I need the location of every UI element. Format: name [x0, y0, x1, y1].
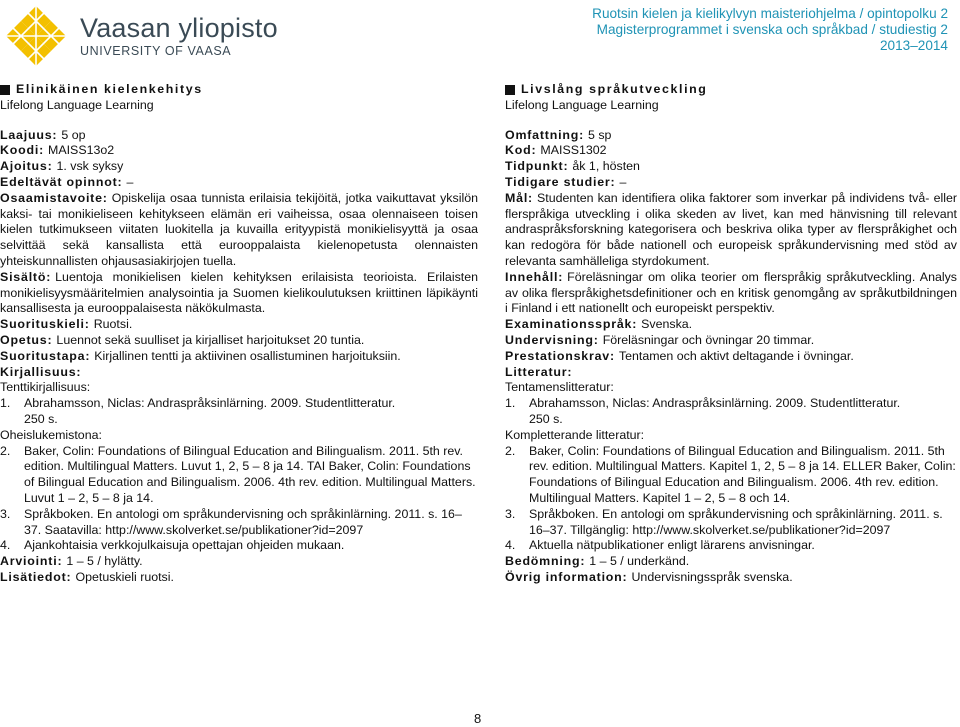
university-name	[80, 14, 278, 58]
completion-row: Suoritustapa: Kirjallinen tentti ja aktiivinen osallistuminen harjoituksiin.	[0, 348, 401, 363]
page-header	[0, 0, 960, 70]
prerequisites-row: Tidigare studier: –	[505, 174, 627, 189]
section-subtitle: Lifelong Language Learning	[0, 97, 154, 112]
literature-item: 3. Språkboken. En antologi om språkundervisning och språkinlärning. 2011. s. 16–37. Tillgänglig: http://www.skolverket.se/publikationer?id=2097	[505, 506, 943, 537]
learning-outcomes: Mål: Studenten kan identifiera olika faktorer som inverkar på individens två- eller flerspråkiga utveckling i olika skeden av livet, kan med hänvisning till relevant andraspråksforskning kategorisera och beskriva olika typer av flerspråkighet och kan redogöra för både nationell och europeisk språkundervisning med stöd av relevanta samhälleliga styrdokument.	[505, 190, 957, 268]
exam-literature-label: Tenttikirjallisuus:	[0, 380, 91, 395]
language-row: Examinationsspråk: Svenska.	[505, 317, 693, 332]
prerequisites-row: Edeltävät opinnot: –	[0, 174, 134, 189]
literature-item: 4. Ajankohtaisia verkkojulkaisuja opettajan ohjeiden mukaan.	[0, 538, 345, 553]
additional-info-row: Övrig information: Undervisningsspråk svenska.	[505, 569, 793, 584]
academic-years: 2013–2014	[879, 38, 948, 53]
learning-outcomes: Osaamistavoite: Opiskelija osaa tunnista erilaisia tekijöitä, jotka vaikuttavat yksilön kaksi- tai monikieliseen kehitykseen elämän eri vaiheissa, osaa olennaiseen toisen kielen tutkimukseen viitaten luokitella ja kuvailla erityypistä monikielisyyttä ja osaa selvittää sekä kansallista että eurooppalaista kielenopetusta olennaisten yhteiskunnallisten ohjausasiakirjojen tuella.	[0, 190, 478, 268]
supplementary-label: Kompletterande litteratur:	[505, 427, 645, 442]
additional-info-row: Lisätiedot: Opetuskieli ruotsi.	[0, 569, 174, 584]
section-title-sv: Livslång språkutveckling	[505, 82, 957, 98]
credits-row: Omfattning: 5 sp	[505, 127, 612, 142]
literature-item: 1. Abrahamsson, Niclas: Andraspråksinlärning. 2009. Studentlitteratur. 250 s.	[505, 396, 901, 426]
section-subtitle: Lifelong Language Learning	[505, 97, 659, 112]
contents: Sisältö: Luentoja monikielisen kielen kehityksen erilaisista teorioista. Erilaisten monikielisyysmääritelmien analysointia ja Suomen kielikoulutuksen kriittinen läpikäynti kansallisesta ja eurooppalaisesta näkökulmasta.	[0, 269, 478, 316]
code-row: Kod: MAISS1302	[505, 143, 607, 158]
page-number: 8	[474, 711, 482, 726]
contents: Innehåll: Föreläsningar om olika teorier om flerspråkig språkutveckling. Analys av olika flerspråkighetsdefinitioner och en kritisk genomgång av språkutbildningen i Finland i ett nationellt och europeiskt perspektiv.	[505, 269, 957, 316]
exam-literature-label: Tentamenslitteratur:	[505, 380, 614, 395]
literature-item: 2. Baker, Colin: Foundations of Bilingual Education and Bilingualism. 2011. 5th rev. edition. Multilingual Matters. Luvut 1, 2, 5 – 8 ja 14. TAI Baker, Colin: Foundations of Bilingual Education and Bilingualism. 2006. 4th rev. edition. Multilingual Matters. Luvut 1 – 2, 5 – 8 ja 14.	[0, 443, 476, 505]
diamond-logo-icon	[4, 4, 68, 68]
university-name-fi: Vaasan yliopisto	[80, 13, 278, 43]
code-row: Koodi: MAISS13o2	[0, 143, 115, 158]
literature-heading: Litteratur:	[505, 364, 573, 379]
literature-item: 2. Baker, Colin: Foundations of Bilingual Education and Bilingualism. 2011. 5th rev. edition. Multilingual Matters. Kapitel 1, 2, 5 – 8 ja 14. ELLER Baker, Colin: Foundations of Bilingual Education and Bilingualism. 2006. 4th rev. edition. Multilingual Matters. Kapitel 1 – 2, 5 – 8 och 14.	[505, 443, 956, 505]
completion-row: Prestationskrav: Tentamen och aktivt deltagande i övningar.	[505, 348, 854, 363]
bullet-square-icon	[505, 85, 515, 95]
literature-item: 3. Språkboken. En antologi om språkundervisning och språkinlärning. 2011. s. 16–37. Saatavilla: http://www.skolverket.se/publikationer?id=2097	[0, 506, 462, 537]
credits-row: Laajuus: 5 op	[0, 127, 86, 142]
literature-heading: Kirjallisuus:	[0, 364, 82, 379]
left-column	[0, 82, 478, 586]
university-name-en: UNIVERSITY OF VAASA	[80, 44, 232, 58]
supplementary-label: Oheislukemistona:	[0, 427, 102, 442]
section-title-fi: Elinikäinen kielenkehitys	[0, 82, 478, 98]
teaching-row: Undervisning: Föreläsningar och övningar 20 timmar.	[505, 332, 815, 347]
bullet-square-icon	[0, 85, 10, 95]
program-title-sv: Magisterprogrammet i svenska och språkbad / studiestig 2	[596, 22, 948, 37]
assessment-row: Arviointi: 1 – 5 / hylätty.	[0, 554, 143, 569]
assessment-row: Bedömning: 1 – 5 / underkänd.	[505, 554, 690, 569]
literature-item: 4. Aktuella nätpublikationer enligt lärarens anvisningar.	[505, 538, 815, 553]
literature-item: 1. Abrahamsson, Niclas: Andraspråksinlärning. 2009. Studentlitteratur. 250 s.	[0, 396, 396, 426]
timing-row: Ajoitus: 1. vsk syksy	[0, 159, 124, 174]
right-column	[505, 82, 957, 586]
teaching-row: Opetus: Luennot sekä suulliset ja kirjalliset harjoitukset 20 tuntia.	[0, 332, 365, 347]
language-row: Suorituskieli: Ruotsi.	[0, 317, 133, 332]
program-info	[592, 6, 948, 54]
program-title-fi: Ruotsin kielen ja kielikylvyn maisteriohjelma / opintopolku 2	[592, 6, 948, 21]
timing-row: Tidpunkt: åk 1, hösten	[505, 159, 640, 174]
